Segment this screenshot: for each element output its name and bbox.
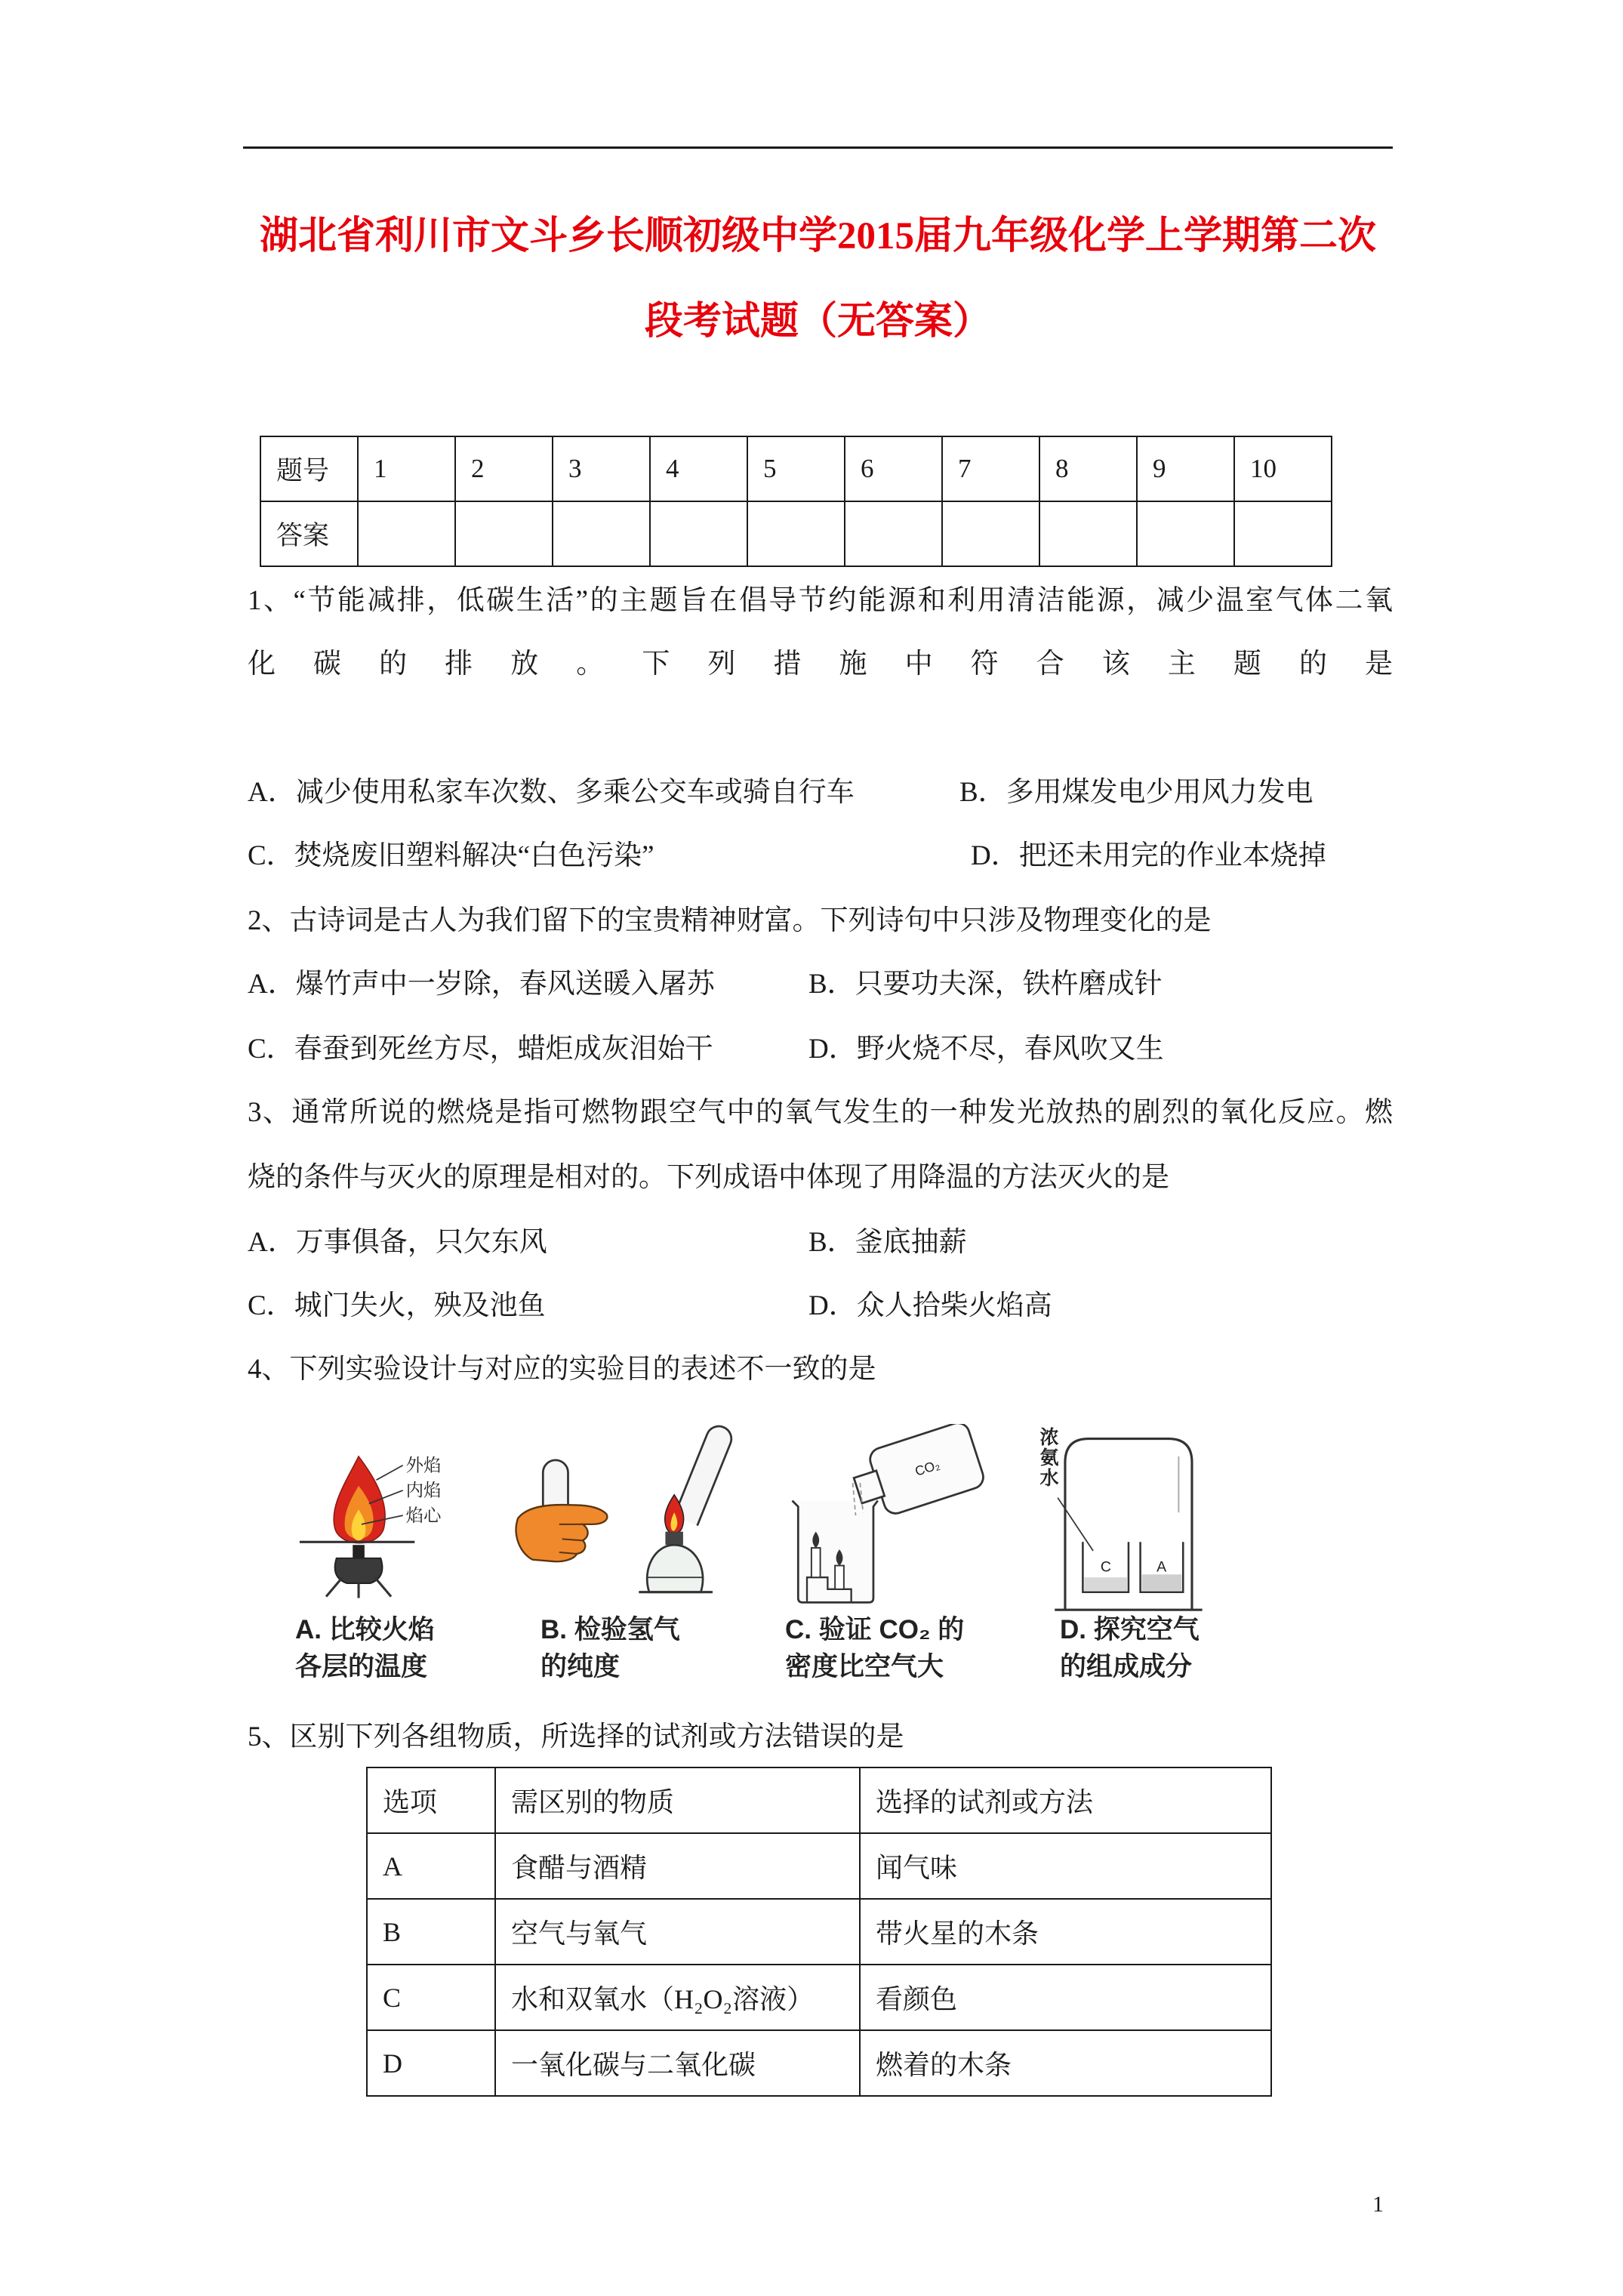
experiment-b-drawing bbox=[516, 1424, 735, 1592]
question-number-cell: 6 bbox=[845, 436, 942, 501]
experiment-d-caption-line-1: D. 探究空气 bbox=[1060, 1615, 1200, 1644]
table-header-row bbox=[367, 1767, 1271, 1833]
answer-table-row-label: 答案 bbox=[260, 501, 358, 566]
table-cell: 一氧化碳与二氧化碳 bbox=[495, 2030, 860, 2096]
alcohol-lamp-b bbox=[647, 1545, 703, 1592]
label-ammonia-water: 浓氨水 bbox=[1037, 1427, 1058, 1488]
alcohol-lamp-b-neck bbox=[665, 1532, 682, 1546]
experiment-c-drawing bbox=[792, 1424, 986, 1602]
question-number-cell: 5 bbox=[747, 436, 845, 501]
table-cell: 空气与氧气 bbox=[495, 1899, 860, 1965]
question-number-cell: 10 bbox=[1234, 436, 1332, 501]
table-cell: A bbox=[367, 1833, 495, 1899]
candle-lower bbox=[835, 1566, 844, 1589]
exam-title-line-2: 段考试题（无答案） bbox=[644, 300, 991, 343]
table-cell: C bbox=[367, 1965, 495, 2030]
label-outer-flame: 外焰 bbox=[405, 1455, 442, 1475]
question-5-stem: 5、区别下列各组物质，所选择的试剂或方法错误的是 bbox=[248, 1721, 904, 1752]
answer-table-answer-row bbox=[260, 501, 1332, 566]
question-4-stem: 4、下列实验设计与对应的实验目的表述不一致的是 bbox=[248, 1354, 876, 1385]
answer-blank-cell bbox=[1137, 501, 1234, 566]
page-number: 1 bbox=[1372, 2192, 1384, 2217]
lamp-wick-holder bbox=[353, 1545, 365, 1558]
beaker-c-liquid bbox=[1084, 1577, 1127, 1591]
question-3-stem-line-1: 3、通常所说的燃烧是指可燃物跟空气中的氧气发生的一种发光放热的剧烈的氧化反应。燃 bbox=[248, 1097, 1393, 1128]
exam-title-line-1: 湖北省利川市文斗乡长顺初级中学2015届九年级化学上学期第二次 bbox=[259, 215, 1376, 257]
table-cell: 水和双氧水（H₂O₂溶液） bbox=[495, 1965, 860, 2030]
answer-blank-cell bbox=[845, 501, 942, 566]
question-1-stem-line-1: 1、“节能减排，低碳生活”的主题旨在倡导节约能源和利用清洁能源，减少温室气体二氧 bbox=[248, 585, 1393, 616]
table-cell: 看颜色 bbox=[860, 1965, 1271, 2030]
question-3-option-a: A．万事俱备，只欠东风 bbox=[248, 1227, 547, 1258]
question-number-cell: 1 bbox=[358, 436, 455, 501]
experiment-figure bbox=[288, 1424, 1232, 1616]
answer-table-row-label: 题号 bbox=[260, 436, 358, 501]
label-leader-line bbox=[1058, 1498, 1093, 1551]
question-1-option-a: A．减少使用私家车次数、多乘公交车或骑自行车 bbox=[248, 777, 855, 808]
question-2-option-b: B．只要功夫深，铁杵磨成针 bbox=[808, 969, 1163, 1000]
question-1-option-d: D．把还未用完的作业本烧掉 bbox=[971, 840, 1326, 871]
experiment-a-caption-line-2: 各层的温度 bbox=[295, 1652, 428, 1681]
question-1-stem-line-2: 化碳的排放。下列措施中符合该主题的是 bbox=[248, 649, 1393, 680]
question-number-cell: 2 bbox=[455, 436, 553, 501]
table-cell: B bbox=[367, 1899, 495, 1965]
table-cell: D bbox=[367, 2030, 495, 2096]
question-2-option-a: A．爆竹声中一岁除，春风送暖入屠苏 bbox=[248, 969, 715, 1000]
experiment-c-caption-line-1: C. 验证 CO₂ 的 bbox=[785, 1615, 965, 1644]
table-row bbox=[367, 1899, 1271, 1965]
answer-blank-cell bbox=[1039, 501, 1137, 566]
question-1-option-b: B．多用煤发电少用风力发电 bbox=[959, 777, 1313, 808]
header-rule bbox=[243, 146, 1393, 149]
table-header-cell: 需区别的物质 bbox=[495, 1767, 860, 1833]
table-cell: 燃着的木条 bbox=[860, 2030, 1271, 2096]
candle-upper bbox=[812, 1548, 821, 1577]
table-header-cell: 选项 bbox=[367, 1767, 495, 1833]
answer-blank-cell bbox=[358, 501, 455, 566]
question-number-cell: 9 bbox=[1137, 436, 1234, 501]
label-beaker-c: C bbox=[1100, 1558, 1111, 1576]
label-leader-line bbox=[377, 1465, 403, 1481]
question-number-cell: 7 bbox=[942, 436, 1039, 501]
table-cell: 带火星的木条 bbox=[860, 1899, 1271, 1965]
experiment-b-caption-line-1: B. 检验氢气 bbox=[540, 1615, 680, 1644]
question-3-stem-line-2: 烧的条件与灭火的原理是相对的。下列成语中体现了用降温的方法灭火的是 bbox=[248, 1162, 1169, 1193]
lamp-stand-leg bbox=[375, 1577, 391, 1596]
beaker-a-liquid bbox=[1142, 1574, 1182, 1590]
table-cell: 闻气味 bbox=[860, 1833, 1271, 1899]
experiment-c-caption-line-2: 密度比空气大 bbox=[785, 1652, 944, 1681]
experiment-b-caption-line-2: 的纯度 bbox=[540, 1652, 621, 1681]
experiment-d-drawing bbox=[1055, 1439, 1202, 1610]
answer-blank-cell bbox=[942, 501, 1039, 566]
question-3-option-c: C．城门失火，殃及池鱼 bbox=[248, 1290, 546, 1321]
label-co2: CO₂ bbox=[913, 1456, 942, 1479]
experiment-a-drawing bbox=[300, 1456, 442, 1598]
experiment-a-caption-line-1: A. 比较火焰 bbox=[295, 1615, 435, 1644]
lamp-stand-leg bbox=[326, 1577, 342, 1596]
label-beaker-a: A bbox=[1156, 1558, 1167, 1576]
answer-blank-cell bbox=[553, 501, 650, 566]
question-number-cell: 3 bbox=[553, 436, 650, 501]
table-row bbox=[367, 2030, 1271, 2096]
question-3-option-d: D．众人拾柴火焰高 bbox=[808, 1290, 1052, 1321]
answer-blank-cell bbox=[747, 501, 845, 566]
table-row bbox=[367, 1833, 1271, 1899]
test-tube-body bbox=[674, 1424, 735, 1526]
answer-table bbox=[260, 436, 1332, 567]
answer-blank-cell bbox=[1234, 501, 1332, 566]
label-flame-core: 焰心 bbox=[405, 1505, 442, 1525]
question-2-option-c: C．春蚕到死丝方尽，蜡炬成灰泪始干 bbox=[248, 1034, 713, 1065]
question-1-option-c: C．焚烧废旧塑料解决“白色污染” bbox=[248, 840, 654, 871]
question-number-cell: 8 bbox=[1039, 436, 1137, 501]
table-cell: 食醋与酒精 bbox=[495, 1833, 860, 1899]
table-row bbox=[367, 1965, 1271, 2030]
experiment-d-caption-line-2: 的组成成分 bbox=[1060, 1652, 1193, 1681]
question-2-option-d: D．野火烧不尽，春风吹又生 bbox=[808, 1034, 1164, 1065]
label-inner-flame: 内焰 bbox=[405, 1480, 442, 1500]
answer-blank-cell bbox=[455, 501, 553, 566]
tilted-test-tube bbox=[674, 1424, 735, 1526]
question-number-cell: 4 bbox=[650, 436, 747, 501]
question-3-option-b: B．釜底抽薪 bbox=[808, 1227, 967, 1258]
answer-table-number-row bbox=[260, 436, 1332, 501]
question-2-stem: 2、古诗词是古人为我们留下的宝贵精神财富。下列诗句中只涉及物理变化的是 bbox=[248, 905, 1212, 936]
table-header-cell: 选择的试剂或方法 bbox=[860, 1767, 1271, 1833]
question-5-table bbox=[366, 1767, 1272, 2097]
answer-blank-cell bbox=[650, 501, 747, 566]
